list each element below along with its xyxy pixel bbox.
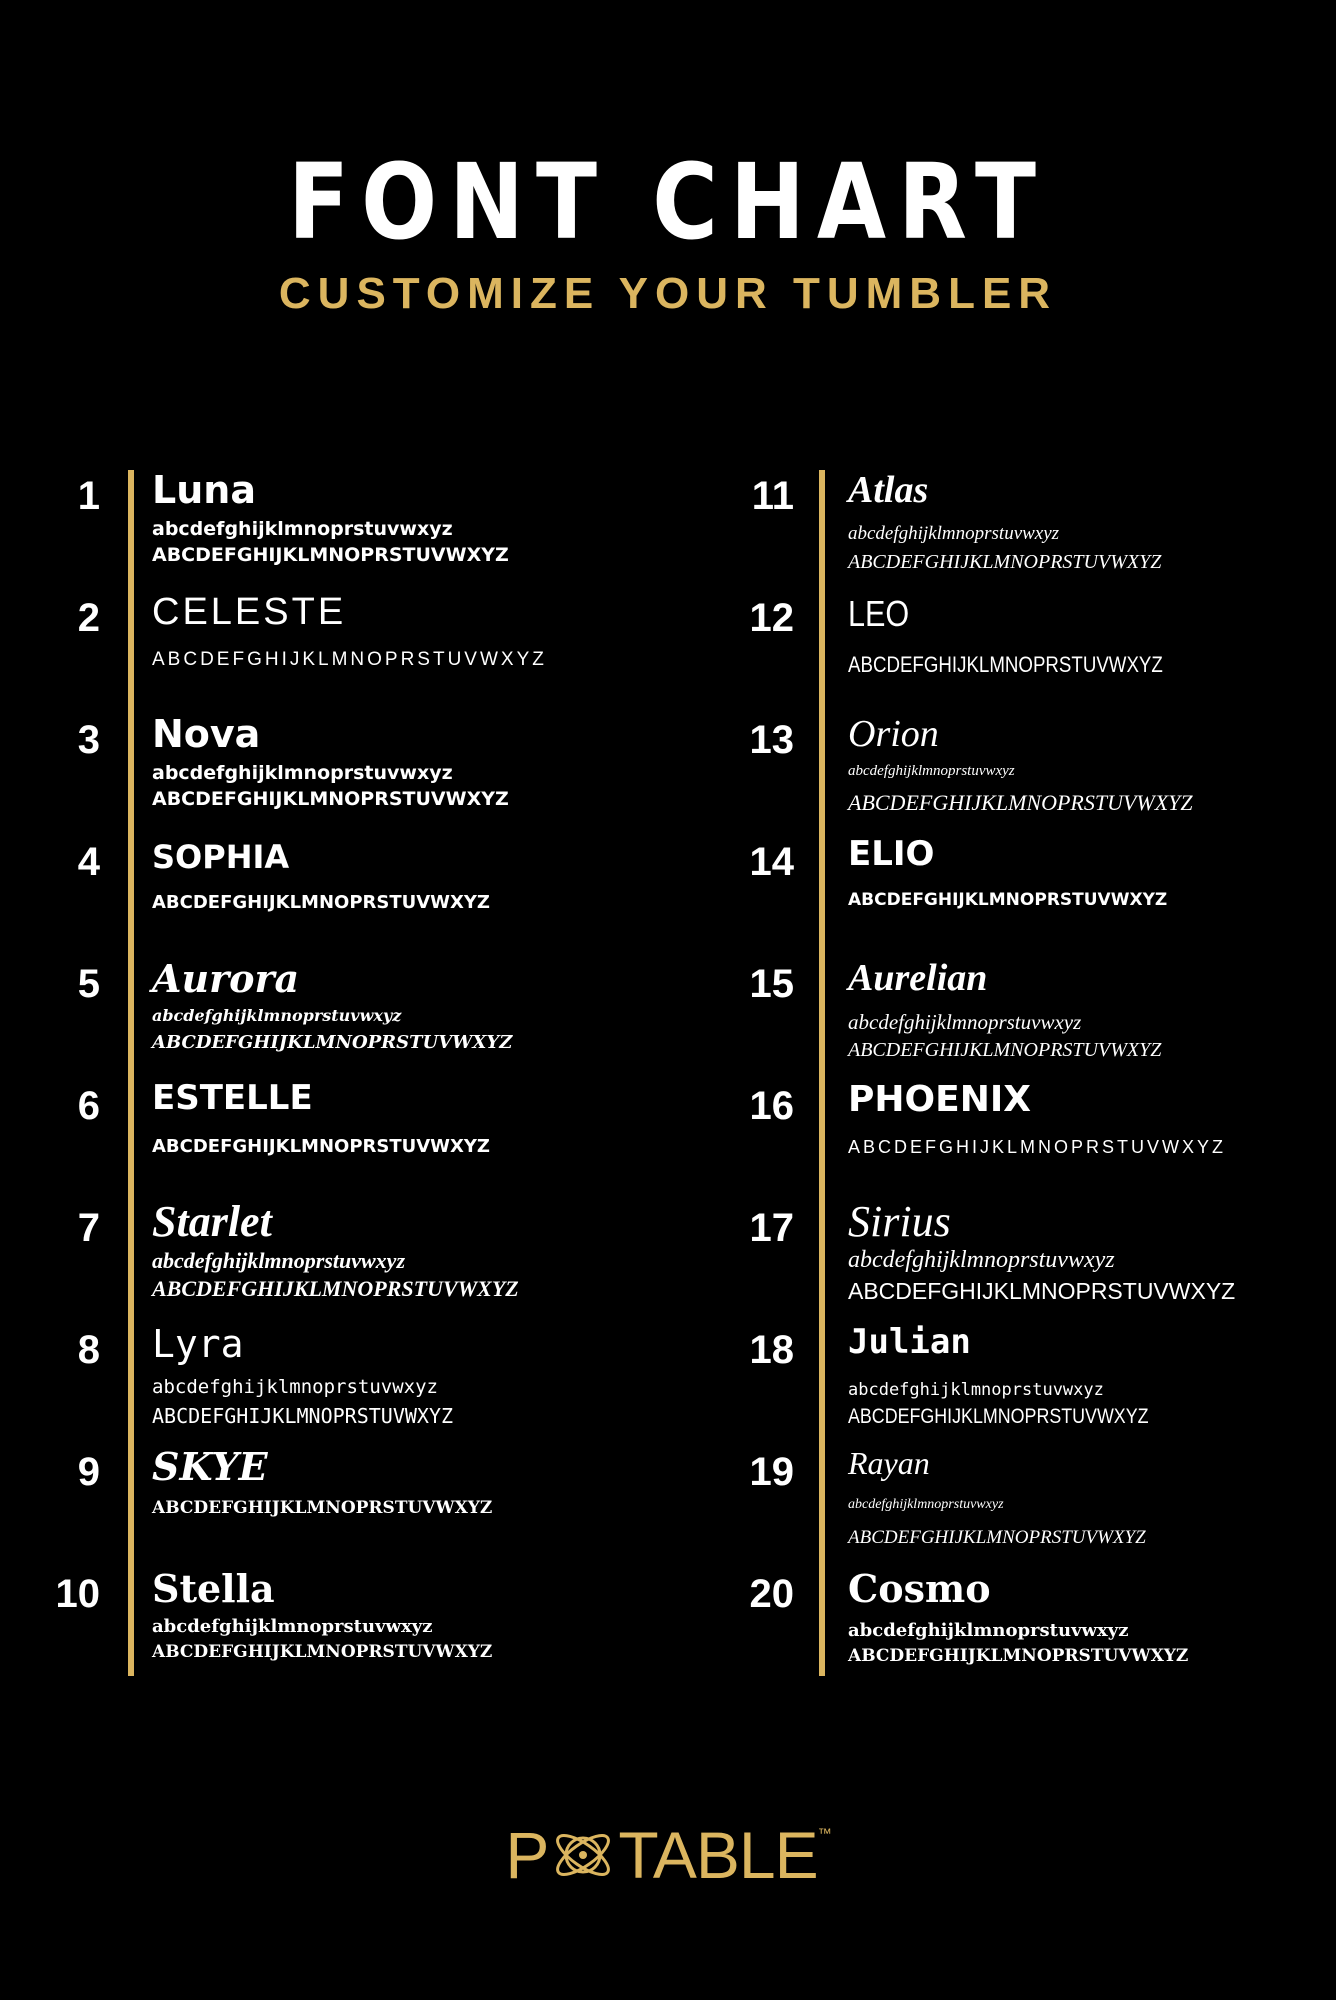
font-sample-lower: abcdefghijklmnoprstuvwxyz [152, 518, 453, 540]
font-sample-lower: abcdefghijklmnoprstuvwxyz [848, 523, 1060, 544]
font-entry[interactable] [0, 714, 640, 836]
font-number: 18 [749, 1328, 794, 1372]
font-number: 6 [77, 1084, 100, 1128]
font-entry[interactable] [684, 470, 1324, 592]
font-entry[interactable] [684, 1446, 1324, 1568]
font-sample-upper: ABCDEFGHIJKLMNOPRSTUVWXYZ [152, 1498, 493, 1518]
font-name: Nova [152, 712, 261, 756]
font-sample-lower: abcdefghijklmnoprstuvwxyz [152, 1248, 406, 1273]
font-number: 12 [749, 596, 794, 640]
font-name: Aurelian [848, 957, 988, 999]
font-name: Starlet [152, 1197, 272, 1246]
font-number: 13 [749, 718, 794, 762]
font-name: PHOENIX [848, 1079, 1031, 1120]
font-number: 17 [749, 1206, 794, 1250]
font-name: Cosmo [848, 1566, 991, 1611]
font-entry[interactable] [684, 836, 1324, 958]
font-sample-upper: ABCDEFGHIJKLMNOPRSTUVWXYZ [848, 551, 1162, 573]
font-number: 3 [77, 718, 100, 762]
font-entry[interactable] [0, 1568, 640, 1690]
font-sample-upper: ABCDEFGHIJKLMNOPRSTUVWXYZ [848, 1646, 1189, 1666]
font-number: 2 [77, 596, 100, 640]
font-number: 14 [749, 840, 794, 884]
brand-logo [0, 1820, 1336, 1890]
font-sample-upper: ABCDEFGHIJKLMNOPRSTUVWXYZ [848, 890, 1168, 910]
font-sample-upper: ABCDEFGHIJKLMNOPRSTUVWXYZ [848, 1039, 1162, 1061]
font-sample-lower: abcdefghijklmnoprstuvwxyz [848, 1247, 1115, 1273]
font-sample-upper: ABCDEFGHIJKLMNOPRSTUVWXYZ [152, 788, 509, 810]
logo-wordmark: P TABLE™ [505, 1818, 831, 1892]
font-entry[interactable] [684, 1197, 1324, 1324]
font-entry[interactable] [0, 1446, 640, 1568]
font-name: Sirius [848, 1197, 951, 1246]
font-entry[interactable] [684, 958, 1324, 1080]
font-entry[interactable] [0, 1080, 640, 1202]
font-name: Orion [848, 713, 939, 755]
font-name: SOPHIA [152, 838, 290, 876]
font-name: SKYE [152, 1444, 268, 1489]
font-number: 19 [749, 1450, 794, 1494]
font-sample-lower: abcdefghijklmnoprstuvwxyz [848, 1010, 1082, 1034]
font-name: LEO [848, 593, 910, 634]
font-sample-upper: ABCDEFGHIJKLMNOPRSTUVWXYZ [848, 1405, 1149, 1428]
font-entry[interactable] [0, 1197, 640, 1324]
font-number: 15 [749, 962, 794, 1006]
font-entry[interactable] [0, 836, 640, 958]
font-name: ESTELLE [152, 1078, 313, 1118]
font-entry[interactable] [684, 1324, 1324, 1446]
font-name: Aurora [152, 956, 300, 1001]
font-entry[interactable] [684, 1080, 1324, 1202]
font-name: ELIO [848, 834, 935, 874]
font-sample-upper: ABCDEFGHIJKLMNOPRSTUVWXYZ [152, 1642, 493, 1662]
font-sample-upper: ABCDEFGHIJKLMNOPRSTUVWXYZ [152, 544, 509, 566]
font-entry[interactable] [684, 714, 1324, 836]
font-sample-lower: abcdefghijklmnoprstuvwxyz [152, 1616, 433, 1637]
font-sample-upper: ABCDEFGHIJKLMNOPRSTUVWXYZ [152, 1276, 519, 1301]
font-sample-lower: abcdefghijklmnoprstuvwxyz [848, 1620, 1129, 1641]
font-name: Lyra [152, 1322, 244, 1366]
font-sample-upper: ABCDEFGHIJKLMNOPRSTUVWXYZ [848, 652, 1163, 677]
font-sample-upper: ABCDEFGHIJKLMNOPRSTUVWXYZ [152, 649, 547, 670]
font-number: 10 [55, 1572, 100, 1616]
font-entry[interactable] [684, 1568, 1324, 1690]
font-name: CELESTE [152, 591, 347, 633]
font-name: Stella [152, 1566, 275, 1611]
font-number: 1 [77, 474, 100, 518]
font-number: 5 [77, 962, 100, 1006]
font-number: 8 [77, 1328, 100, 1372]
trademark-symbol: ™ [817, 1825, 831, 1841]
font-number: 9 [77, 1450, 100, 1494]
font-sample-upper: ABCDEFGHIJKLMNOPRSTUVWXYZ [152, 1136, 490, 1157]
font-sample-upper: ABCDEFGHIJKLMNOPRSTUVWXYZ [152, 1032, 513, 1053]
font-number: 20 [749, 1572, 794, 1616]
font-sample-upper: ABCDEFGHIJKLMNOPRSTUVWXYZ [848, 1527, 1146, 1548]
font-sample-upper: ABCDEFGHIJKLMNOPRSTUVWXYZ [848, 1278, 1236, 1304]
font-sample-lower: abcdefghijklmnoprstuvwxyz [848, 1380, 1104, 1400]
page-header [0, 141, 1336, 318]
font-entry[interactable] [0, 958, 640, 1080]
font-number: 4 [77, 840, 100, 884]
font-number: 7 [77, 1206, 100, 1250]
font-name: Luna [152, 468, 256, 512]
font-name: Julian [848, 1322, 971, 1362]
atom-icon [548, 1820, 618, 1890]
font-entry[interactable] [0, 470, 640, 592]
font-entry[interactable] [0, 1324, 640, 1446]
font-number: 16 [749, 1084, 794, 1128]
font-name: Rayan [848, 1445, 930, 1481]
font-sample-lower: abcdefghijklmnoprstuvwxyz [152, 1006, 402, 1025]
font-sample-upper: ABCDEFGHIJKLMNOPRSTUVWXYZ [152, 1404, 454, 1428]
page-subtitle: CUSTOMIZE YOUR TUMBLER [278, 269, 1058, 318]
font-sample-lower: abcdefghijklmnoprstuvwxyz [152, 762, 453, 784]
font-sample-lower: abcdefghijklmnoprstuvwxyz [848, 1497, 1004, 1512]
font-sample-lower: abcdefghijklmnoprstuvwxyz [152, 1376, 438, 1398]
font-sample-lower: abcdefghijklmnoprstuvwxyz [848, 763, 1015, 779]
font-number: 11 [751, 474, 794, 518]
page-title: FONT CHART [287, 141, 1049, 263]
font-entry[interactable] [0, 592, 640, 714]
font-sample-upper: ABCDEFGHIJKLMNOPRSTUVWXYZ [848, 1137, 1227, 1157]
font-entry[interactable] [684, 592, 1324, 714]
font-sample-upper: ABCDEFGHIJKLMNOPRSTUVWXYZ [152, 892, 490, 913]
font-name: Atlas [848, 469, 929, 511]
font-sample-upper: ABCDEFGHIJKLMNOPRSTUVWXYZ [848, 790, 1193, 815]
